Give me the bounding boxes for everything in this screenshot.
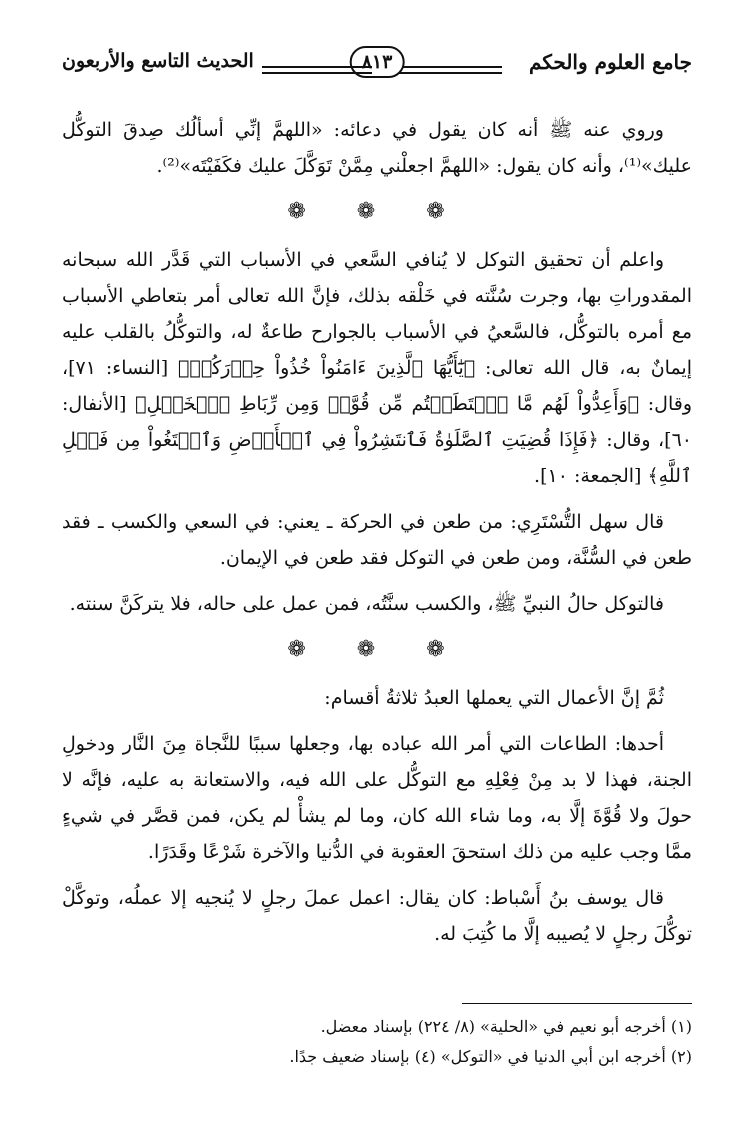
paragraph-5: ثُمَّ إنَّ الأعمال التي يعملها العبدُ ثلاثةُ أقسام: [324,687,664,709]
separator-ornament-2: ❁ ❁ ❁ [287,637,467,662]
separator-ornament-1: ❁ ❁ ❁ [287,199,467,224]
footnote-2: (٢) أخرجه ابن أبي الدنيا في «التوكل» (٤) بإسناد ضعيف جدًا. [289,1047,692,1066]
paragraph-6: أحدها: الطاعات التي أمر الله عباده بها، وجعلها سببًا للنَّجاة مِنَ النَّار ودخولِ الجنة، فهذا لا بد مِنْ فِعْلِهِ مع التوكُّل على الله فيه، والاستعانة به عليه، فإنَّه لا حولَ ولا قُوَّةَ إلَّا به، وما شاء الله كان، وما لم يشأْ لم يكن، فمن قصَّر في شيءٍ ممَّا وجب عليه من ذلك استحقَ العقوبة في الدُّنيا والآخرة شَرْعًا وقَدَرًا. [62,733,692,863]
footnote-1: (١) أخرجه أبو نعيم في «الحلية» (٨/ ٢٢٤) بإسناد معضل. [320,1017,692,1036]
paragraph-2: واعلم أن تحقيق التوكل لا يُنافي السَّعي في الأسباب التي قَدَّر الله سبحانه المقدوراتِ بها، وجرت سُنَّته في خَلْقه بذلك، فإنَّ الله تعالى أمر بتعاطي الأسباب مع أمره بالتوكُّل، فالسَّعيُ في الأسباب بالجوارح طاعةٌ له، والتوكُّلُ بالقلب عليه إيمانٌ به، قال الله تعالى: ﴿يَٰٓأَيُّهَا ٱلَّذِينَ ءَامَنُواْ خُذُواْ حِذۡرَكُمۡ﴾ [النساء: ٧١]، وقال: ﴿وَأَعِدُّواْ لَهُم مَّا ٱسۡتَطَعۡتُم مِّن قُوَّةٖ وَمِن رِّبَاطِ ٱلۡخَيۡلِ﴾ [الأنفال: ٦٠]، وقال: ﴿فَإِذَا قُضِيَتِ ٱلصَّلَوٰةُ فَٱنتَشِرُواْ فِي ٱلۡأَرۡضِ وَٱبۡتَغُواْ مِن فَضۡلِ ٱللَّهِ﴾ [الجمعة: ١٠]. [62,249,692,487]
paragraph-3: قال سهل التُّسْتَرِي: من طعن في الحركة ـ يعني: في السعي والكسب ـ فقد طعن في السُّنَّة، ومن طعن في التوكل فقد طعن في الإيمان. [62,511,692,569]
footnotes [62,1012,692,1072]
paragraph-4: فالتوكل حالُ النبيِّ ﷺ، والكسب سنَّتُه، فمن عمل على حاله، فلا يتركَنَّ سنته. [69,593,664,615]
chapter-title: الحديث التاسع والأربعون [62,50,254,72]
footnote-rule [462,1003,692,1004]
header-rule-left [262,66,372,74]
page-header [62,44,692,84]
page-number: ٨١٣ [350,46,405,78]
main-text [62,112,692,962]
paragraph-1: وروي عنه ﷺ أنه كان يقول في دعائه: «اللهمَّ إنِّي أسألُك صِدقَ التوكُّل عليك»⁽¹⁾، وأنه كان يقول: «اللهمَّ اجعلْني مِمَّنْ تَوَكَّلَ عليك فكَفَيْتَه»⁽²⁾. [62,119,692,177]
book-title: جامع العلوم والحكم [529,50,692,74]
paragraph-7: قال يوسف بنُ أَسْباط: كان يقال: اعمل عملَ رجلٍ لا يُنجيه إلا عملُه، وتوكَّلْ توكُّلَ رجلٍ لا يُصيبه إلَّا ما كُتِبَ له. [62,887,692,945]
